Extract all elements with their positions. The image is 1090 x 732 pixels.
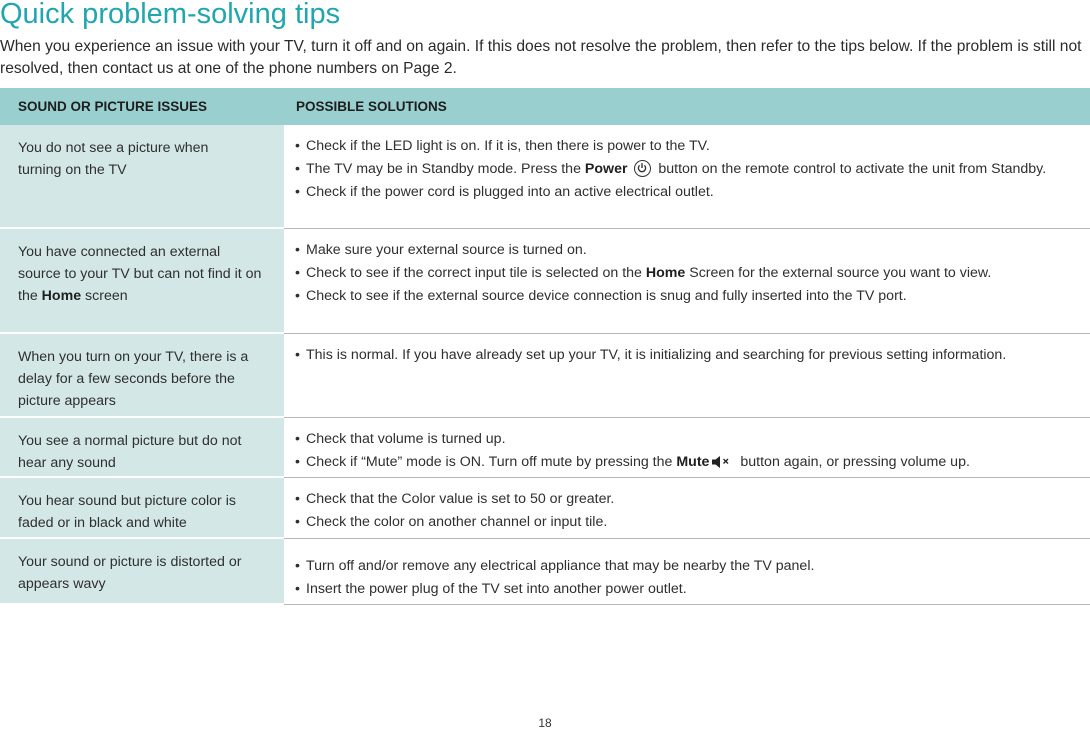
- solution-cell: [284, 478, 1090, 539]
- solution-item: • Check if “Mute” mode is ON. Turn off mute by pressing the Mute button again, or pressing volume up.: [289, 451, 1080, 476]
- solution-item: • Check that volume is turned up.: [295, 431, 506, 447]
- solution-item: • Check the color on another channel or input tile.: [295, 514, 608, 530]
- solution-cell: [284, 334, 1090, 418]
- page-title: Quick problem-solving tips: [0, 0, 341, 30]
- solution-item: • Check to see if the correct input tile is selected on the Home Screen for the external source you want to view.: [295, 265, 992, 281]
- table-header: [0, 88, 1090, 125]
- issue-cell: Your sound or picture is distorted or appears wavy: [0, 539, 284, 605]
- header-solutions: POSSIBLE SOLUTIONS: [296, 99, 447, 114]
- solution-item: • Insert the power plug of the TV set into another power outlet.: [295, 581, 687, 597]
- power-icon: [634, 160, 651, 177]
- solution-item: • Check if the LED light is on. If it is, then there is power to the TV.: [295, 138, 710, 154]
- solution-item: • Make sure your external source is turned on.: [295, 242, 587, 258]
- solution-item: • Check if the power cord is plugged into an active electrical outlet.: [295, 184, 714, 200]
- solution-cell: [284, 539, 1090, 605]
- solution-item: • The TV may be in Standby mode. Press the Power button on the remote control to activate the unit from Standby.: [295, 161, 1047, 177]
- solution-cell: [284, 125, 1090, 229]
- solution-cell: [284, 418, 1090, 478]
- table-row: [0, 125, 1090, 229]
- solution-item: • This is normal. If you have already set up your TV, it is initializing and searching for previous setting information.: [295, 347, 1007, 363]
- solution-item: • Turn off and/or remove any electrical appliance that may be nearby the TV panel.: [295, 558, 815, 574]
- table-row: [0, 418, 1090, 478]
- table-row: [0, 478, 1090, 539]
- table-row: [0, 539, 1090, 605]
- issue-cell: When you turn on your TV, there is a delay for a few seconds before the picture appears: [0, 334, 284, 418]
- intro-paragraph: When you experience an issue with your TV, turn it off and on again. If this does not resolve the problem, then refer to the tips below. If the problem is still not resolved, then contact us at one of the phone numbers on Page 2.: [0, 38, 1082, 77]
- header-issues: SOUND OR PICTURE ISSUES: [18, 99, 208, 114]
- issue-cell: You see a normal picture but do not hear any sound: [0, 418, 284, 478]
- issue-cell: You do not see a picture when turning on the TV: [0, 125, 284, 229]
- troubleshooting-table: [0, 88, 1090, 605]
- solution-item: • Check to see if the external source device connection is snug and fully inserted into the TV port.: [295, 288, 907, 304]
- page-number: 18: [538, 716, 552, 730]
- table-row: [0, 229, 1090, 334]
- mute-icon: [711, 454, 733, 476]
- solution-item: • Check that the Color value is set to 50 or greater.: [295, 491, 615, 507]
- issue-cell: You have connected an external source to your TV but can not find it on the Home screen: [0, 229, 284, 334]
- solution-cell: [284, 229, 1090, 334]
- issue-cell: You hear sound but picture color is faded or in black and white: [0, 478, 284, 539]
- table-row: [0, 334, 1090, 418]
